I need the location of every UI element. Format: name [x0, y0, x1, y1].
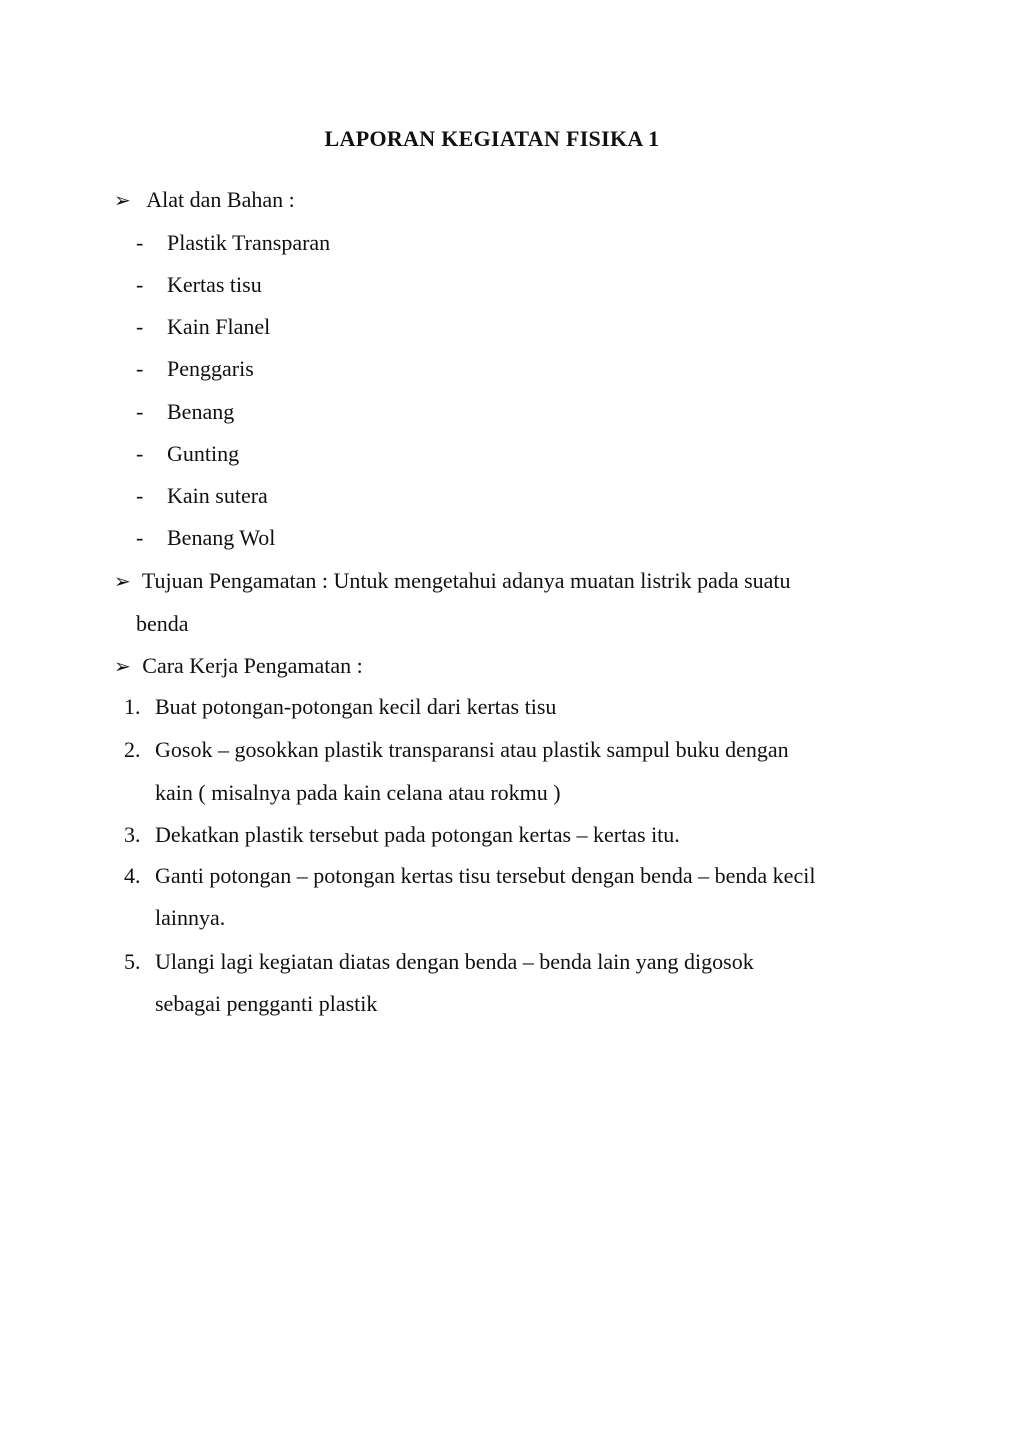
section-alat-label: Alat dan Bahan : — [146, 187, 295, 212]
list-item-text: Penggaris — [167, 356, 254, 381]
list-item — [0, 861, 1024, 891]
step-text: Ganti potongan – potongan kertas tisu tersebut dengan benda – benda kecil — [155, 863, 816, 888]
step-number: 5. — [124, 949, 141, 974]
step-number: 1. — [124, 694, 141, 719]
step-text: Gosok – gosokkan plastik transparansi atau plastik sampul buku dengan — [155, 737, 789, 762]
list-item — [0, 947, 1024, 977]
arrow-bullet-icon: ➢ — [114, 571, 131, 593]
list-item-text: Plastik Transparan — [167, 230, 331, 255]
arrow-bullet-icon: ➢ — [114, 190, 131, 212]
list-item — [0, 820, 1024, 850]
dash-bullet: - — [136, 272, 144, 297]
arrow-bullet-icon: ➢ — [114, 656, 131, 678]
section-alat-heading — [114, 185, 295, 216]
list-item — [0, 270, 1024, 300]
list-item — [0, 735, 1024, 765]
list-item-text: Gunting — [167, 441, 240, 466]
list-item — [0, 692, 1024, 722]
step-text-continuation: lainnya. — [155, 905, 226, 930]
step-number: 3. — [124, 822, 141, 847]
list-item-text: Kain Flanel — [167, 314, 271, 339]
list-item — [0, 312, 1024, 342]
list-item — [0, 439, 1024, 469]
list-item — [0, 397, 1024, 427]
list-item — [0, 228, 1024, 258]
step-text: Ulangi lagi kegiatan diatas dengan benda – benda lain yang digosok — [155, 949, 754, 974]
list-item-text: Benang Wol — [167, 525, 276, 550]
section-tujuan-continuation: benda — [136, 611, 189, 636]
dash-bullet: - — [136, 314, 144, 339]
list-item — [0, 481, 1024, 511]
step-number: 2. — [124, 737, 141, 762]
step-text: Buat potongan-potongan kecil dari kertas tisu — [155, 694, 557, 719]
dash-bullet: - — [136, 441, 144, 466]
section-tujuan — [114, 566, 791, 597]
document-title: LAPORAN KEGIATAN FISIKA 1 — [324, 126, 660, 151]
dash-bullet: - — [136, 483, 144, 508]
list-item — [0, 354, 1024, 384]
list-item — [0, 523, 1024, 553]
list-item-text: Kain sutera — [167, 483, 268, 508]
dash-bullet: - — [136, 356, 144, 381]
list-item-text: Benang — [167, 399, 235, 424]
step-text: Dekatkan plastik tersebut pada potongan kertas – kertas itu. — [155, 822, 680, 847]
dash-bullet: - — [136, 525, 144, 550]
step-text-continuation: sebagai pengganti plastik — [155, 991, 378, 1016]
list-item-text: Kertas tisu — [167, 272, 262, 297]
dash-bullet: - — [136, 399, 144, 424]
section-cara-heading — [114, 651, 363, 682]
step-text-continuation: kain ( misalnya pada kain celana atau rokmu ) — [155, 780, 561, 805]
step-number: 4. — [124, 863, 141, 888]
section-tujuan-text: Tujuan Pengamatan : Untuk mengetahui adanya muatan listrik pada suatu — [141, 568, 791, 593]
section-cara-label: Cara Kerja Pengamatan : — [142, 653, 363, 678]
dash-bullet: - — [136, 230, 144, 255]
